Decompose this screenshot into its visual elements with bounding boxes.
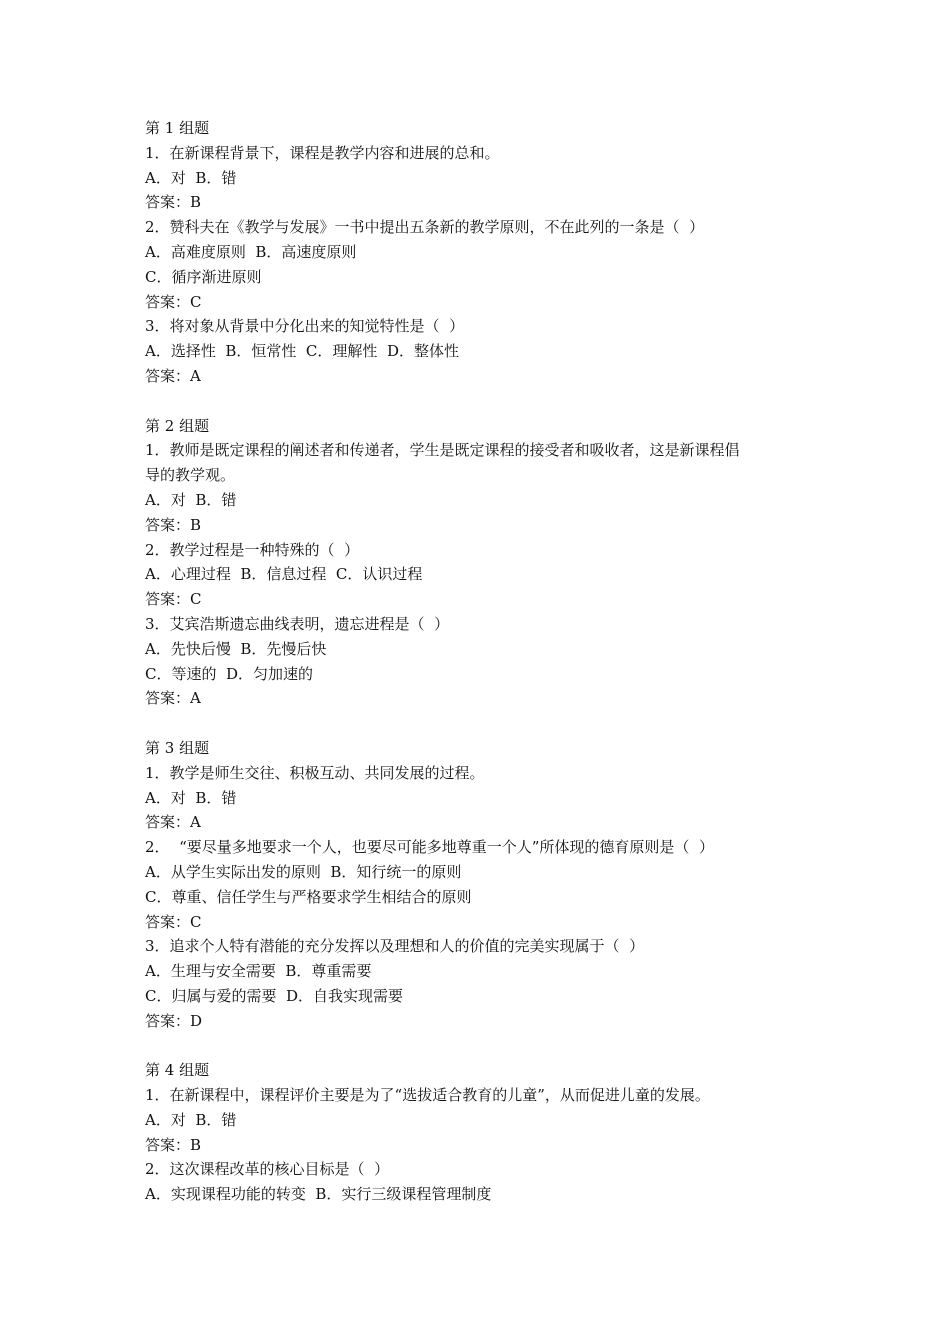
answer-line: 答案：B	[145, 1135, 202, 1154]
group-title: 第 4 组题	[145, 1061, 210, 1080]
answer-line: 答案：C	[145, 292, 202, 311]
option-line: A．对 B．错	[145, 788, 237, 807]
group-title: 第 1 组题	[145, 119, 210, 137]
question-line: 3．艾宾浩斯遗忘曲线表明，遗忘进程是（ ）	[145, 614, 450, 633]
answer-line: 答案：A	[145, 689, 201, 708]
option-line: A．生理与安全需要 B．尊重需要	[145, 962, 372, 981]
question-line: 1．教学是师生交往、积极互动、共同发展的过程。	[145, 763, 485, 782]
option-line: A．心理过程 B．信息过程 C．认识过程	[145, 565, 423, 584]
option-line: C．归属与爱的需要 D．自我实现需要	[145, 986, 404, 1005]
option-line: C．尊重、信任学生与严格要求学生相结合的原则	[145, 887, 472, 906]
question-line: 3．追求个人特有潜能的充分发挥以及理想和人的价值的完美实现属于（ ）	[145, 937, 645, 956]
question-line: 1．在新课程中，课程评价主要是为了“选拔适合教育的儿童”，从而促进儿童的发展。	[145, 1086, 710, 1105]
option-line: A．对 B．错	[145, 490, 237, 509]
option-line: A．选择性 B．恒常性 C．理解性 D．整体性	[145, 342, 459, 361]
answer-line: 答案：D	[145, 1011, 203, 1030]
option-line: A．对 B．错	[145, 1110, 237, 1129]
question-group-2	[145, 414, 825, 712]
question-line: 1．在新课程背景下，课程是教学内容和进展的总和。	[145, 143, 500, 162]
option-line: C．循序渐进原则	[145, 267, 262, 286]
answer-line: 答案：C	[145, 912, 202, 931]
question-line: 1．教师是既定课程的阐述者和传递者，学生是既定课程的接受者和吸收者，这是新课程倡	[145, 441, 740, 460]
option-line: A．实现课程功能的转变 B．实行三级课程管理制度	[145, 1185, 492, 1204]
question-group-4	[145, 1058, 825, 1207]
group-spacer	[145, 389, 825, 414]
option-line: A．高难度原则 B．高速度原则	[145, 242, 357, 261]
answer-line: 答案：B	[145, 515, 202, 534]
group-title: 第 3 组题	[145, 738, 210, 757]
question-group-3	[145, 736, 825, 1034]
question-line: 2．赞科夫在《教学与发展》一书中提出五条新的教学原则，不在此列的一条是（ ）	[145, 218, 705, 237]
document-page	[145, 116, 825, 1207]
question-group-1	[145, 116, 825, 389]
question-line: 2．这次课程改革的核心目标是（ ）	[145, 1160, 390, 1179]
option-line: A．从学生实际出发的原则 B．知行统一的原则	[145, 862, 462, 881]
question-line: 3．将对象从背景中分化出来的知觉特性是（ ）	[145, 317, 465, 336]
group-title: 第 2 组题	[145, 416, 210, 435]
group-spacer	[145, 1033, 825, 1058]
answer-line: 答案：A	[145, 813, 201, 832]
option-line: A．对 B．错	[145, 168, 237, 187]
option-line: A．先快后慢 B．先慢后快	[145, 639, 327, 658]
question-line: 2． “要尽量多地要求一个人，也要尽可能多地尊重一个人”所体现的德育原则是（ ）	[145, 838, 714, 857]
question-line: 2．教学过程是一种特殊的（ ）	[145, 540, 360, 559]
answer-line: 答案：C	[145, 590, 202, 609]
question-line: 导的教学观。	[145, 466, 236, 485]
answer-line: 答案：B	[145, 193, 202, 212]
answer-line: 答案：A	[145, 366, 201, 385]
option-line: C．等速的 D．匀加速的	[145, 664, 314, 683]
group-spacer	[145, 711, 825, 736]
